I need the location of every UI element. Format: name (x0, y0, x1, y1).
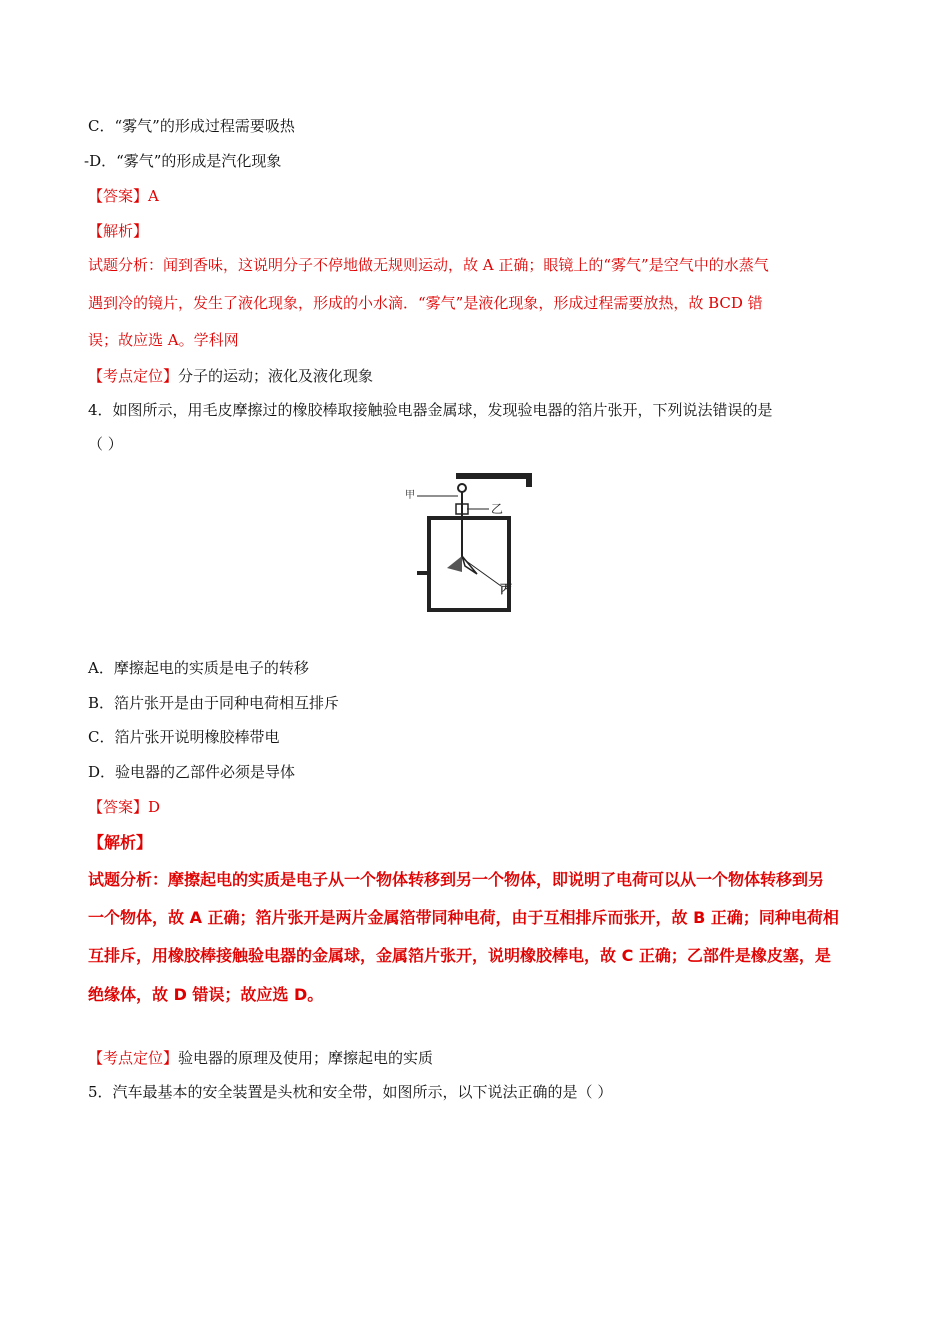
option-b: B．箔片张开是由于同种电荷相互排斥 (88, 694, 340, 712)
question-5: 5．汽车最基本的安全装置是头枕和安全带，如图所示，以下说法正确的是（ ） (88, 1083, 613, 1101)
answer-value: D (148, 798, 161, 816)
kp-label: 【考点定位】 (88, 367, 179, 385)
option-c-prev: C．“雾气”的形成过程需要吸热 (88, 117, 295, 135)
kp-label: 【考点定位】 (88, 1049, 179, 1067)
answer-3 (88, 186, 159, 206)
option-d: D．验电器的乙部件必须是导体 (88, 763, 296, 781)
answer-value: A (148, 187, 159, 205)
option-a: A．摩擦起电的实质是电子的转移 (88, 659, 309, 677)
analysis-4-line-1: 试题分析：摩擦起电的实质是电子从一个物体转移到另一个物体，即说明了电荷可以从一个物体转移到另 (88, 870, 825, 889)
kp-value: 验电器的原理及使用；摩擦起电的实质 (178, 1049, 434, 1067)
knowledge-point-3 (88, 366, 373, 386)
rubber-rod (456, 473, 532, 479)
label-bing: 丙 (500, 582, 513, 596)
analysis-3-line-1: 试题分析：闻到香味，这说明分子不停地做无规则运动，故 A 正确；眼镜上的“雾气”是空气中的水蒸气 (88, 256, 769, 274)
analysis-4-line-3: 互排斥，用橡胶棒接触验电器的金属球，金属箔片张开，说明橡胶棒电，故 C 正确；乙部件是橡皮塞，是 (88, 946, 831, 965)
label-yi: 乙 (491, 502, 504, 516)
analysis-4-label: 【解析】 (88, 833, 153, 852)
analysis-3-line-3: 误；故应选 A。学科网 (88, 331, 239, 349)
kp-value: 分子的运动；液化及液化现象 (178, 367, 374, 385)
answer-4 (88, 797, 160, 817)
analysis-3-label: 【解析】 (88, 222, 149, 240)
option-c: C．箔片张开说明橡胶棒带电 (88, 728, 280, 746)
analysis-4-line-4: 绝缘体，故 D 错误；故应选 D。 (88, 985, 324, 1004)
analysis-3-line-2: 遇到冷的镜片，发生了液化现象，形成的小水滴．“雾气”是液化现象，形成过程需要放热，故 BCD 错 (88, 294, 763, 312)
answer-label: 【答案】 (88, 798, 149, 816)
option-d-prev: -D．“雾气”的形成是汽化现象 (84, 152, 282, 170)
question-4-line-1: 4．如图所示，用毛皮摩擦过的橡胶棒取接触验电器金属球，发现验电器的箔片张开，下列说法错误的是 (88, 401, 773, 419)
label-jia: 甲 (405, 490, 415, 501)
electroscope-figure (405, 468, 540, 620)
answer-label: 【答案】 (88, 187, 149, 205)
knowledge-point-4 (88, 1048, 433, 1068)
analysis-4-line-2: 一个物体，故 A 正确；箔片张开是两片金属箔带同种电荷，由于互相排斥而张开，故 B 正确；同种电荷相 (88, 908, 839, 927)
question-4-line-2: （ ） (88, 435, 123, 453)
